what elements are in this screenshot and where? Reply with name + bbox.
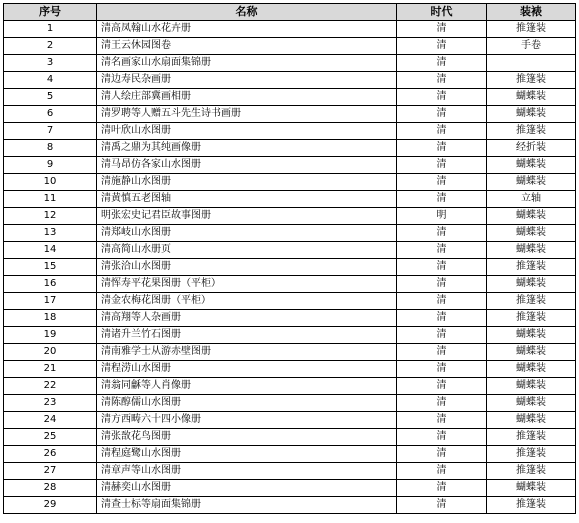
row-era-cell: 清 <box>397 89 487 106</box>
row-index-cell: 27 <box>4 463 97 480</box>
row-mounting-cell: 蝴蝶装 <box>487 412 576 429</box>
row-mounting-cell: 蝴蝶装 <box>487 344 576 361</box>
row-index-cell: 2 <box>4 38 97 55</box>
row-mounting-cell: 立轴 <box>487 191 576 208</box>
row-name-cell: 清郑岐山水图册 <box>97 225 397 242</box>
row-era-cell: 清 <box>397 225 487 242</box>
table-row <box>4 140 576 157</box>
row-mounting-cell: 蝴蝶装 <box>487 480 576 497</box>
row-index-cell: 23 <box>4 395 97 412</box>
row-era-cell: 清 <box>397 157 487 174</box>
row-index-cell: 26 <box>4 446 97 463</box>
row-index-cell: 9 <box>4 157 97 174</box>
row-name-cell: 清禹之鼎为其纯画像册 <box>97 140 397 157</box>
row-era-cell: 清 <box>397 242 487 259</box>
table-row <box>4 497 576 514</box>
row-era-cell: 清 <box>397 293 487 310</box>
row-name-cell: 清名画家山水扇面集锦册 <box>97 55 397 72</box>
column-header-name: 名称 <box>97 4 397 21</box>
row-index-cell: 5 <box>4 89 97 106</box>
column-header-mounting: 装裱 <box>487 4 576 21</box>
table-row <box>4 361 576 378</box>
row-era-cell: 清 <box>397 378 487 395</box>
row-name-cell: 清边寿民杂画册 <box>97 72 397 89</box>
table-row <box>4 174 576 191</box>
table-row <box>4 446 576 463</box>
row-mounting-cell: 推篷装 <box>487 497 576 514</box>
row-name-cell: 清马昂仿各家山水图册 <box>97 157 397 174</box>
row-name-cell: 清恽寿平花果图册（平柜） <box>97 276 397 293</box>
table-row <box>4 378 576 395</box>
row-index-cell: 25 <box>4 429 97 446</box>
row-era-cell: 清 <box>397 395 487 412</box>
row-era-cell: 清 <box>397 106 487 123</box>
row-name-cell: 清方西畴六十四小像册 <box>97 412 397 429</box>
column-header-index: 序号 <box>4 4 97 21</box>
table-body <box>4 21 576 514</box>
table-row <box>4 429 576 446</box>
row-name-cell: 清查士标等扇面集锦册 <box>97 497 397 514</box>
table-row <box>4 310 576 327</box>
table-row <box>4 38 576 55</box>
table-row <box>4 208 576 225</box>
table-row <box>4 157 576 174</box>
row-name-cell: 清人绘庄部冀画相册 <box>97 89 397 106</box>
row-mounting-cell: 推篷装 <box>487 21 576 38</box>
row-mounting-cell: 推篷装 <box>487 429 576 446</box>
row-name-cell: 清赫奕山水图册 <box>97 480 397 497</box>
row-mounting-cell: 蝴蝶装 <box>487 225 576 242</box>
table-row <box>4 106 576 123</box>
row-era-cell: 清 <box>397 72 487 89</box>
row-era-cell: 清 <box>397 174 487 191</box>
table-row <box>4 89 576 106</box>
row-era-cell: 清 <box>397 191 487 208</box>
row-era-cell: 清 <box>397 123 487 140</box>
row-index-cell: 12 <box>4 208 97 225</box>
row-name-cell: 清章声等山水图册 <box>97 463 397 480</box>
row-name-cell: 清高简山水册页 <box>97 242 397 259</box>
row-name-cell: 清施静山水图册 <box>97 174 397 191</box>
table-row <box>4 463 576 480</box>
row-name-cell: 清金农梅花图册（平柜） <box>97 293 397 310</box>
row-mounting-cell: 推篷装 <box>487 72 576 89</box>
row-index-cell: 7 <box>4 123 97 140</box>
row-era-cell: 清 <box>397 480 487 497</box>
row-mounting-cell: 蝴蝶装 <box>487 378 576 395</box>
row-name-cell: 清黄慎五老图轴 <box>97 191 397 208</box>
table-row <box>4 293 576 310</box>
table-row <box>4 55 576 72</box>
row-index-cell: 3 <box>4 55 97 72</box>
row-index-cell: 28 <box>4 480 97 497</box>
row-era-cell: 清 <box>397 429 487 446</box>
row-mounting-cell: 推篷装 <box>487 310 576 327</box>
row-name-cell: 清诸升兰竹石图册 <box>97 327 397 344</box>
row-index-cell: 14 <box>4 242 97 259</box>
row-name-cell: 清高翔等人杂画册 <box>97 310 397 327</box>
row-index-cell: 29 <box>4 497 97 514</box>
row-era-cell: 清 <box>397 446 487 463</box>
row-era-cell: 清 <box>397 259 487 276</box>
table-row <box>4 72 576 89</box>
row-name-cell: 清王云休园图卷 <box>97 38 397 55</box>
row-era-cell: 清 <box>397 21 487 38</box>
table-header-row <box>4 4 576 21</box>
row-index-cell: 11 <box>4 191 97 208</box>
collection-table <box>3 3 576 514</box>
table-row <box>4 344 576 361</box>
row-mounting-cell: 蝴蝶装 <box>487 106 576 123</box>
row-index-cell: 21 <box>4 361 97 378</box>
row-index-cell: 13 <box>4 225 97 242</box>
row-mounting-cell: 推篷装 <box>487 259 576 276</box>
row-mounting-cell <box>487 55 576 72</box>
table-row <box>4 480 576 497</box>
row-era-cell: 清 <box>397 310 487 327</box>
row-era-cell: 清 <box>397 55 487 72</box>
row-name-cell: 清张敔花鸟图册 <box>97 429 397 446</box>
row-index-cell: 1 <box>4 21 97 38</box>
row-era-cell: 清 <box>397 327 487 344</box>
row-index-cell: 24 <box>4 412 97 429</box>
row-index-cell: 20 <box>4 344 97 361</box>
row-index-cell: 8 <box>4 140 97 157</box>
row-index-cell: 19 <box>4 327 97 344</box>
row-era-cell: 清 <box>397 38 487 55</box>
row-era-cell: 清 <box>397 412 487 429</box>
row-index-cell: 4 <box>4 72 97 89</box>
row-mounting-cell: 蝴蝶装 <box>487 361 576 378</box>
row-index-cell: 16 <box>4 276 97 293</box>
row-era-cell: 清 <box>397 344 487 361</box>
row-name-cell: 清高凤翰山水花卉册 <box>97 21 397 38</box>
row-name-cell: 清叶欣山水图册 <box>97 123 397 140</box>
table-row <box>4 123 576 140</box>
row-era-cell: 清 <box>397 140 487 157</box>
row-era-cell: 明 <box>397 208 487 225</box>
row-index-cell: 6 <box>4 106 97 123</box>
row-name-cell: 清程庭鹭山水图册 <box>97 446 397 463</box>
row-mounting-cell: 蝴蝶装 <box>487 395 576 412</box>
table-row <box>4 242 576 259</box>
collection-table-container <box>3 3 576 514</box>
table-row <box>4 395 576 412</box>
row-mounting-cell: 推篷装 <box>487 293 576 310</box>
table-row <box>4 21 576 38</box>
row-mounting-cell: 推篷装 <box>487 463 576 480</box>
table-row <box>4 327 576 344</box>
row-index-cell: 17 <box>4 293 97 310</box>
table-row <box>4 276 576 293</box>
table-row <box>4 191 576 208</box>
row-mounting-cell: 经折装 <box>487 140 576 157</box>
row-mounting-cell: 推篷装 <box>487 123 576 140</box>
row-mounting-cell: 蝴蝶装 <box>487 89 576 106</box>
row-mounting-cell: 推篷装 <box>487 446 576 463</box>
row-name-cell: 清罗聘等人赠五斗先生诗书画册 <box>97 106 397 123</box>
row-name-cell: 清陈醇儒山水图册 <box>97 395 397 412</box>
row-era-cell: 清 <box>397 276 487 293</box>
row-mounting-cell: 蝴蝶装 <box>487 208 576 225</box>
row-era-cell: 清 <box>397 497 487 514</box>
row-mounting-cell: 蝴蝶装 <box>487 174 576 191</box>
row-era-cell: 清 <box>397 463 487 480</box>
row-name-cell: 清翁同龢等人肖像册 <box>97 378 397 395</box>
row-name-cell: 清张洽山水图册 <box>97 259 397 276</box>
row-mounting-cell: 蝴蝶装 <box>487 157 576 174</box>
row-name-cell: 明张宏史记君臣故事图册 <box>97 208 397 225</box>
row-mounting-cell: 手卷 <box>487 38 576 55</box>
row-name-cell: 清程涝山水图册 <box>97 361 397 378</box>
table-row <box>4 259 576 276</box>
column-header-era: 时代 <box>397 4 487 21</box>
row-index-cell: 18 <box>4 310 97 327</box>
row-mounting-cell: 蝴蝶装 <box>487 242 576 259</box>
row-index-cell: 22 <box>4 378 97 395</box>
row-mounting-cell: 蝴蝶装 <box>487 327 576 344</box>
row-mounting-cell: 蝴蝶装 <box>487 276 576 293</box>
row-name-cell: 清南雅学士从游赤壁图册 <box>97 344 397 361</box>
row-index-cell: 10 <box>4 174 97 191</box>
table-row <box>4 225 576 242</box>
table-row <box>4 412 576 429</box>
row-index-cell: 15 <box>4 259 97 276</box>
row-era-cell: 清 <box>397 361 487 378</box>
